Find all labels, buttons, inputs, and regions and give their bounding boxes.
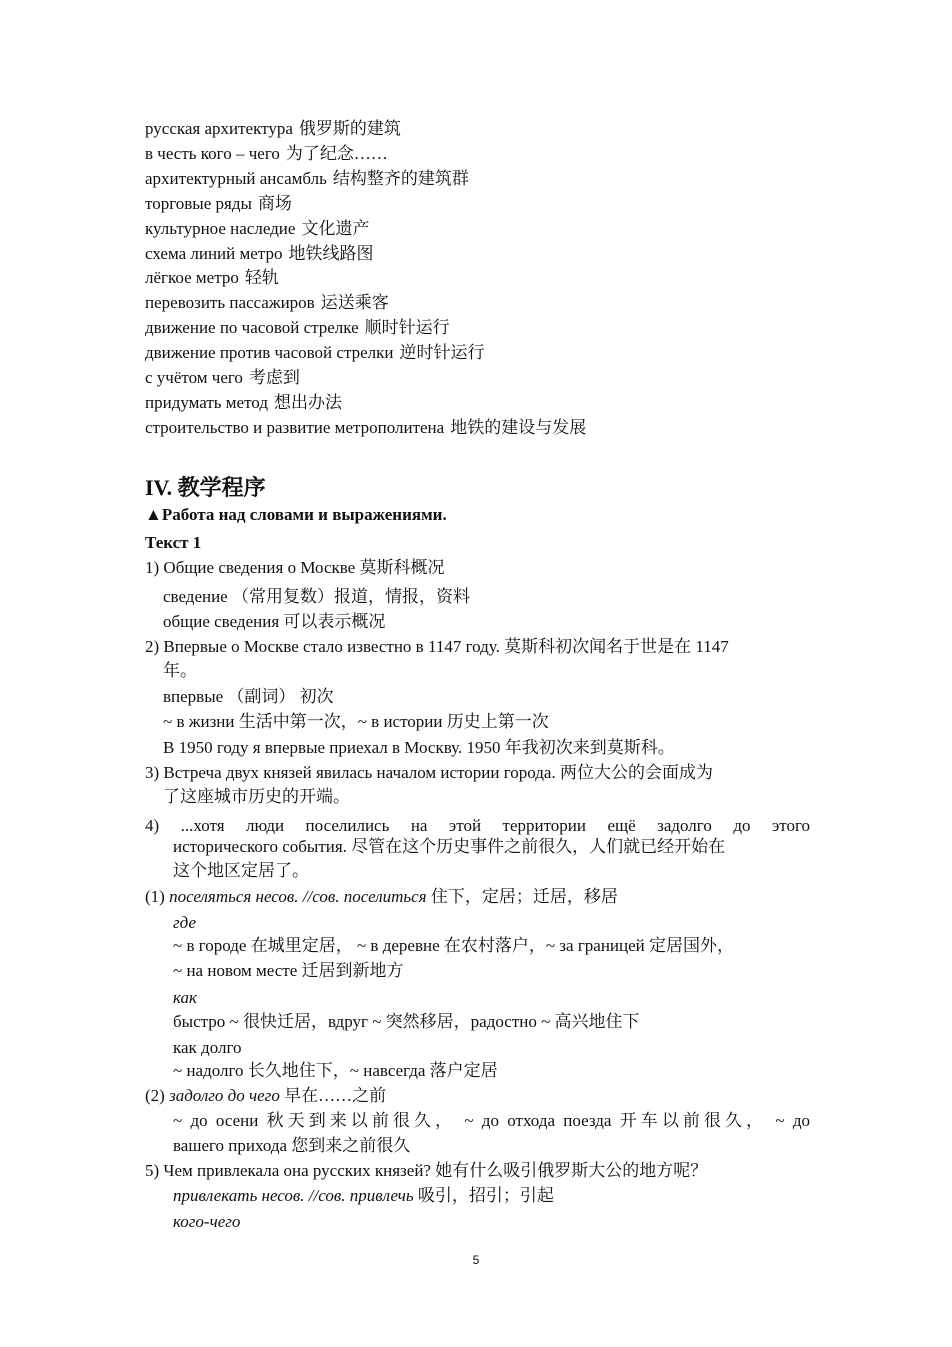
vocab-row: [145, 266, 845, 291]
phrase: задолго до чего: [169, 1086, 280, 1105]
item-1: 1) Общие сведения о Москве 莫斯科概况: [145, 558, 445, 577]
question-word: кого-чего: [173, 1212, 241, 1231]
example-line: ~ надолго 长久地住下，~ навсегда 落户定居: [173, 1061, 498, 1080]
item-2: 2) Впервые о Москве стало известно в 1147 году. 莫斯科初次闻名于世是在 1147: [145, 637, 729, 656]
item-3: 3) Встреча двух князей явилась началом истории города. 两位大公的会面成为: [145, 763, 713, 782]
question-word: как: [173, 988, 197, 1007]
example-line: быстро ~ 很快迁居，вдруг ~ 突然移居，радостно ~ 高兴地住下: [173, 1012, 640, 1031]
item-4: 4) ...хотя люди поселились на этой территории ещё задолго до этого: [145, 816, 810, 835]
vocab-russian: движение по часовой стрелке: [145, 318, 359, 338]
vocab-russian: лёгкое метро: [145, 268, 239, 288]
vocab-russian: русская архитектура: [145, 119, 293, 138]
vocab-chinese: 地铁的建设与发展: [450, 417, 587, 437]
vocab-chinese: 想出办法: [273, 392, 342, 412]
item-4-cont: исторического события. 尽管在这个历史事件之前很久，人们就已经开始在: [173, 837, 726, 856]
vocab-russian: схема линий метро: [145, 243, 283, 263]
sub-item-number: (1): [145, 887, 170, 906]
page-number: 5: [472, 1253, 480, 1267]
verb-pair-line: [173, 1185, 554, 1207]
item-4-cont: 这个地区定居了。: [173, 861, 309, 880]
vocab-chinese: 地铁线路图: [288, 243, 374, 263]
item-3-cont: 了这座城市历史的开端。: [163, 787, 350, 806]
verb-pair: поселяться несов. //сов. поселиться: [169, 887, 427, 906]
item-1-note: сведение （常用复数）报道，情报，资料: [163, 587, 470, 606]
vocab-russian: перевозить пассажиров: [145, 293, 315, 313]
vocab-row: [145, 217, 845, 242]
vocab-row: [145, 142, 845, 167]
vocab-row: [145, 167, 845, 192]
work-heading: ▲Работа над словами и выражениями.: [145, 505, 447, 524]
vocab-row: [145, 316, 845, 341]
vocab-russian: культурное наследие: [145, 218, 296, 238]
vocab-row: [145, 391, 845, 416]
vocab-chinese: 运送乘客: [320, 293, 389, 313]
vocab-row: [145, 416, 845, 441]
question-word: где: [173, 913, 196, 932]
item-2-example: В 1950 году я впервые приехал в Москву. 1950 年我初次来到莫斯科。: [163, 738, 675, 757]
sub-item-number: (2): [145, 1086, 170, 1105]
vocab-row: [145, 192, 845, 217]
vocab-chinese: 文化遗产: [301, 218, 370, 238]
vocab-russian: придумать метод: [145, 392, 268, 412]
item-2-cont: 年。: [163, 661, 197, 680]
item-2-note: ~ в жизни 生活中第一次，~ в истории 历史上第一次: [163, 712, 549, 731]
vocab-chinese: 商场: [257, 193, 292, 213]
vocab-chinese: 为了纪念……: [285, 143, 388, 163]
vocab-russian: строительство и развитие метрополитена: [145, 417, 445, 437]
vocab-row: [145, 341, 845, 366]
vocab-russian: торговые ряды: [145, 193, 252, 213]
section-title: IV. 教学程序: [145, 475, 266, 500]
vocabulary-list: [145, 117, 845, 441]
vocab-chinese: 考虑到: [248, 368, 300, 388]
vocab-russian: архитектурный ансамбль: [145, 168, 327, 188]
vocab-russian: с учётом чего: [145, 368, 243, 388]
vocab-chinese: 顺时针运行: [364, 318, 450, 338]
vocab-chinese: 逆时针运行: [399, 343, 485, 363]
verb-pair: привлекать несов. //сов. привлечь: [173, 1186, 414, 1205]
sub-item-1: [145, 886, 618, 908]
item-5: 5) Чем привлекала она русских князей? 她有什么吸引俄罗斯大公的地方呢？: [145, 1161, 708, 1180]
example-line: вашего прихода 您到来之前很久: [173, 1136, 411, 1155]
question-word: как долго: [173, 1038, 242, 1057]
example-line: ~ до осени 秋天到来以前很久， ~ до отхода поезда 开车以前很久， ~ до: [173, 1111, 810, 1130]
vocab-chinese: 俄罗斯的建筑: [298, 119, 401, 138]
item-2-note: впервые （副词） 初次: [163, 687, 334, 706]
vocab-russian: в честь кого – чего: [145, 143, 280, 163]
vocab-row: [145, 117, 845, 142]
text-heading: Текст 1: [145, 533, 202, 552]
item-1-note: общие сведения 可以表示概况: [163, 612, 386, 631]
vocab-row: [145, 242, 845, 267]
vocab-row: [145, 366, 845, 391]
example-line: ~ в городе 在城里定居， ~ в деревне 在农村落户，~ за границей 定居国外，: [173, 936, 735, 955]
translation: 早在……之前: [279, 1086, 387, 1105]
vocab-russian: движение против часовой стрелки: [145, 343, 394, 363]
sub-item-2: [145, 1085, 386, 1107]
translation: 吸引，招引；引起: [413, 1186, 554, 1205]
vocab-chinese: 轻轨: [244, 268, 279, 288]
example-line: ~ на новом месте 迁居到新地方: [173, 961, 404, 980]
translation: 住下，定居；迁居，移居: [426, 887, 618, 906]
vocab-chinese: 结构整齐的建筑群: [332, 168, 469, 188]
vocab-row: [145, 291, 845, 316]
